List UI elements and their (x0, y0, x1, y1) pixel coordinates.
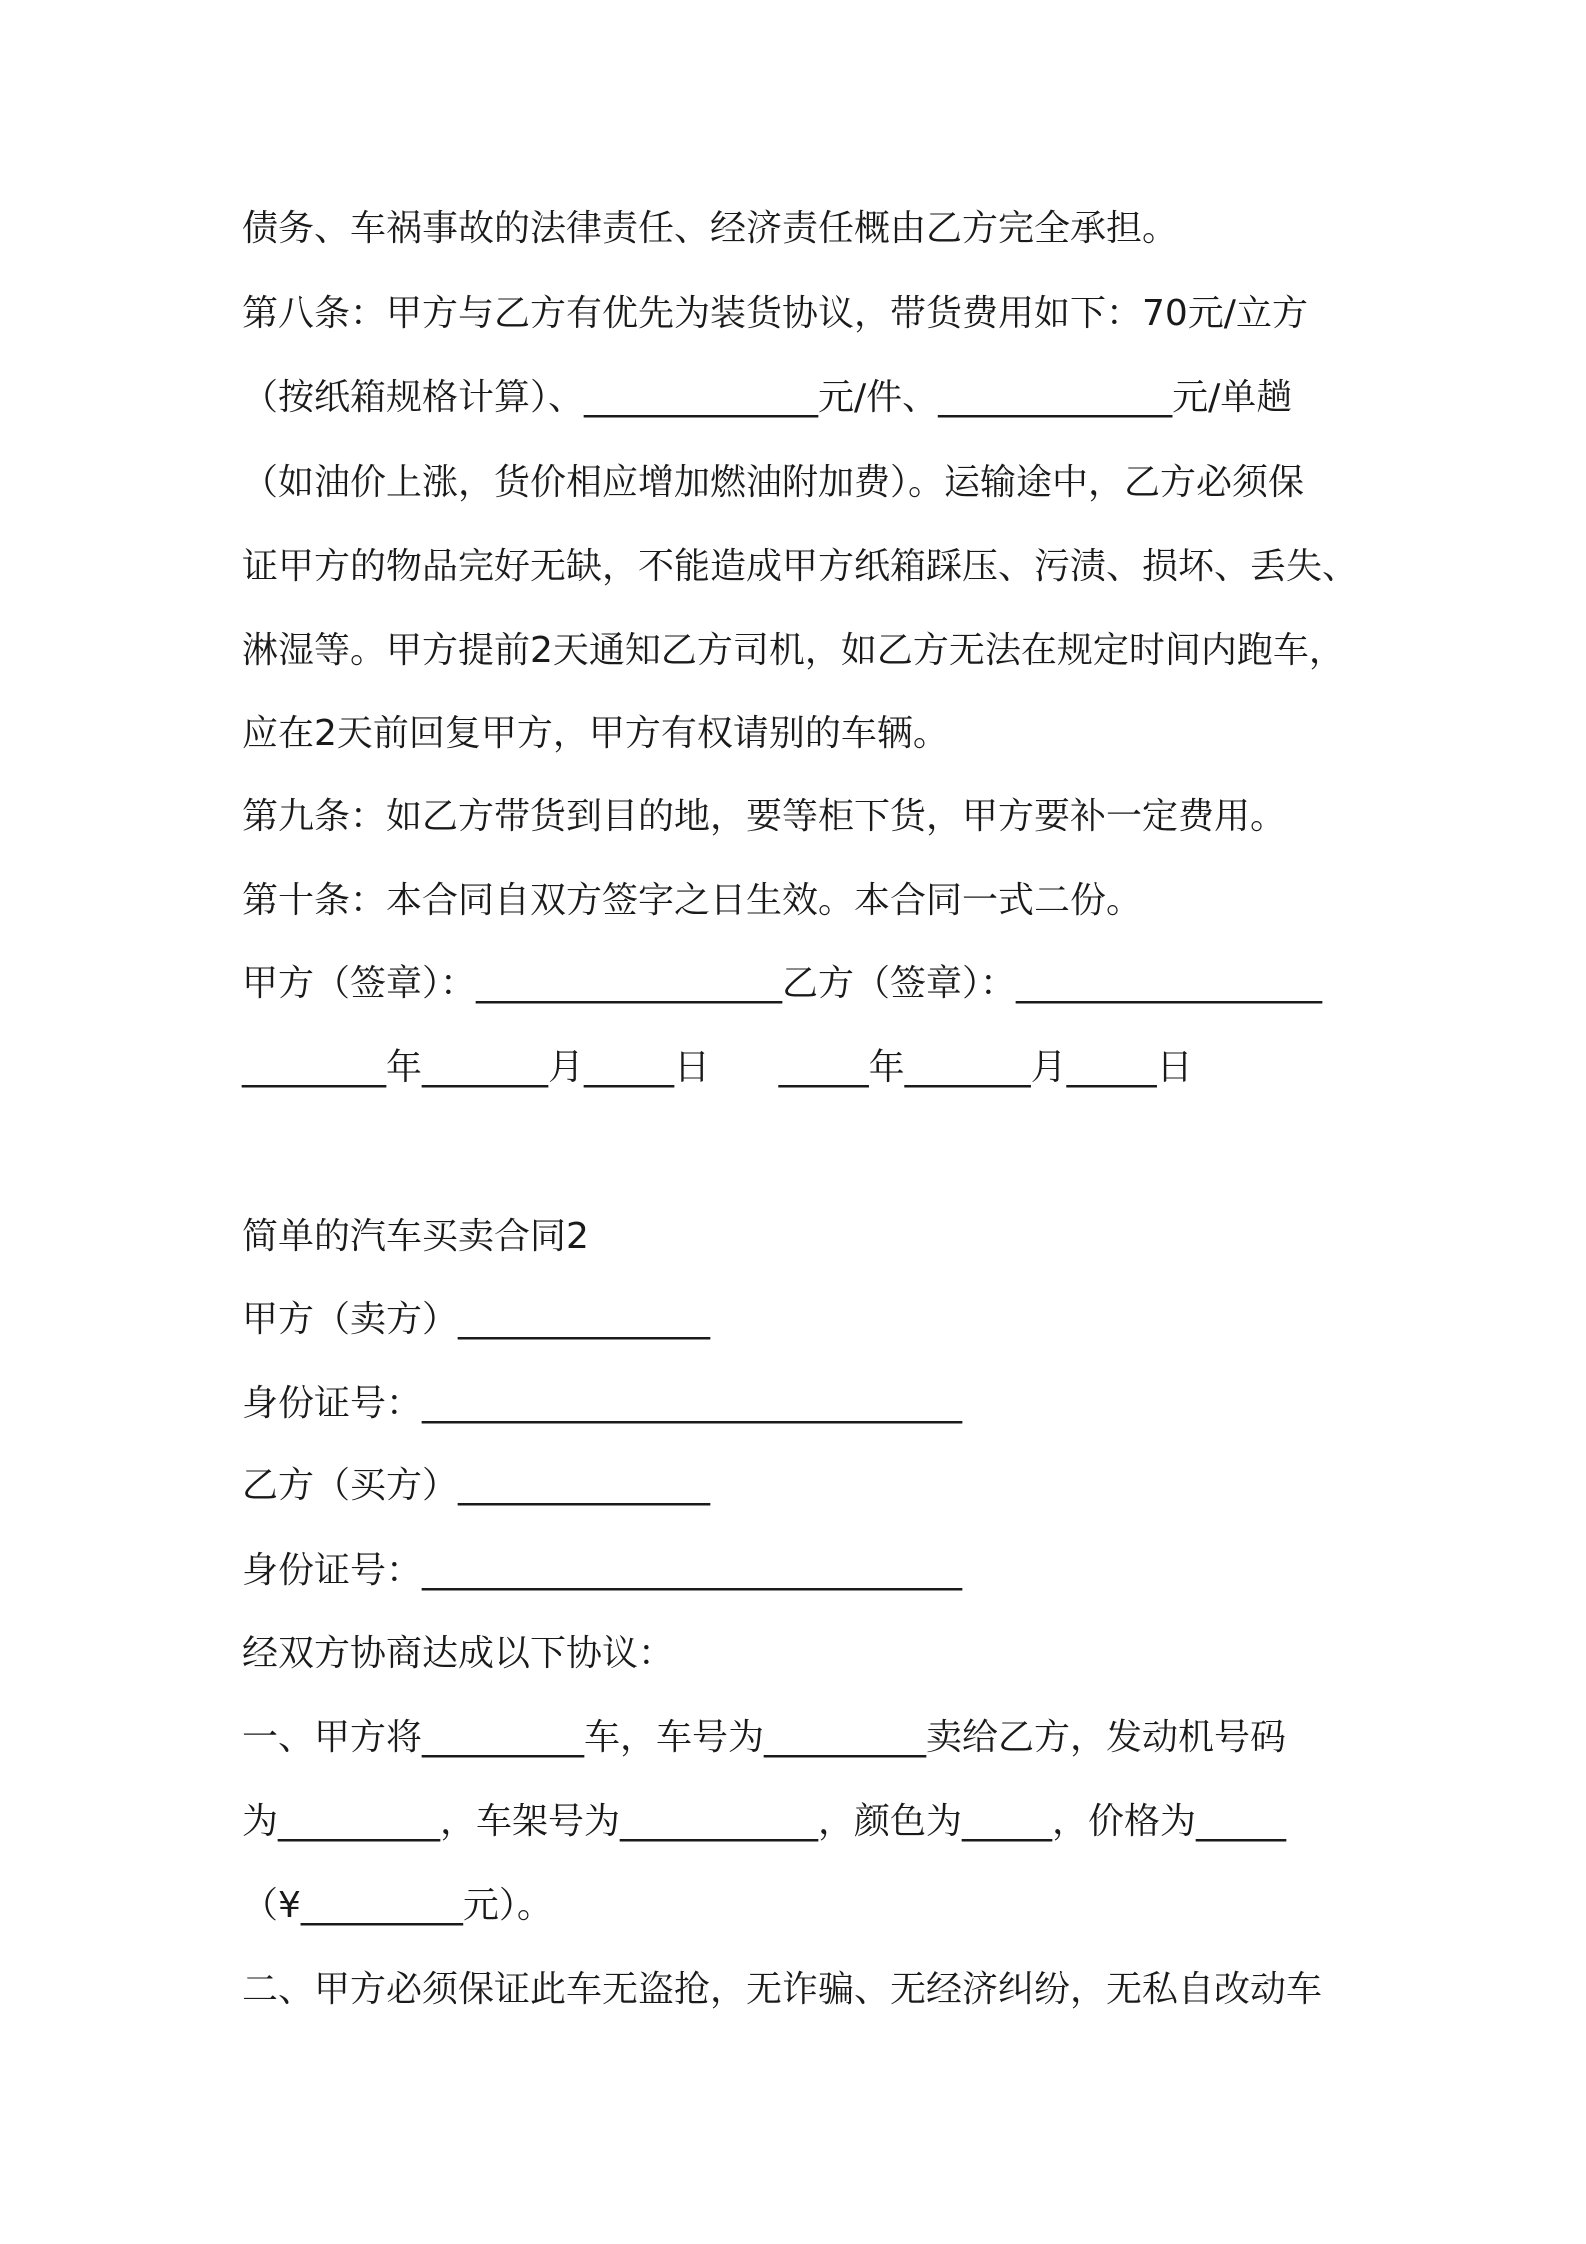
party-a-id-number: 身份证号：______________________________ (242, 1383, 963, 1424)
clause-1-line-3: （¥_________元）。 (242, 1885, 553, 1926)
article-8-line-1: 第八条：甲方与乙方有优先为装货协议，带货费用如下：70元/立方 (242, 293, 1308, 334)
clause-2-line-1: 二、甲方必须保证此车无盗抢，无诈骗、无经济纠纷，无私自改动车 (242, 1969, 1323, 2010)
article-8-line-4: 证甲方的物品完好无缺，不能造成甲方纸箱踩压、污渍、损坏、丢失、 (242, 546, 1359, 587)
agreement-intro: 经双方协商达成以下协议： (242, 1633, 675, 1674)
article-8-line-3: （如油价上涨，货价相应增加燃油附加费）。运输途中，乙方必须保 (242, 462, 1305, 503)
article-10: 第十条：本合同自双方签字之日生效。本合同一式二份。 (242, 880, 1143, 921)
article-8-line-5: 淋湿等。甲方提前2天通知乙方司机，如乙方无法在规定时间内跑车， (242, 630, 1345, 671)
clause-1-line-2: 为_________，车架号为___________，颜色为_____，价格为_____ (242, 1801, 1287, 1842)
article-8-line-2: （按纸箱规格计算）、_____________元/件、_____________元/单趟 (242, 377, 1293, 418)
article-9: 第九条：如乙方带货到目的地，要等柜下货，甲方要补一定费用。 (242, 796, 1287, 837)
liability-line: 债务、车祸事故的法律责任、经济责任概由乙方完全承担。 (242, 208, 1179, 249)
clause-1-line-1: 一、甲方将_________车，车号为_________卖给乙方，发动机号码 (242, 1717, 1287, 1758)
signature-line: 甲方（签章）：_________________乙方（签章）：_________________ (242, 963, 1323, 1004)
party-b-buyer: 乙方（买方）______________ (242, 1465, 711, 1506)
party-a-seller: 甲方（卖方）______________ (242, 1299, 711, 1340)
party-b-id-number: 身份证号：______________________________ (242, 1550, 963, 1591)
contract-title: 简单的汽车买卖合同2 (242, 1216, 589, 1257)
article-8-line-6: 应在2天前回复甲方，甲方有权请别的车辆。 (242, 713, 949, 754)
date-line: ________年_______月_____日 _____年_______月_____日 (242, 1047, 1193, 1088)
